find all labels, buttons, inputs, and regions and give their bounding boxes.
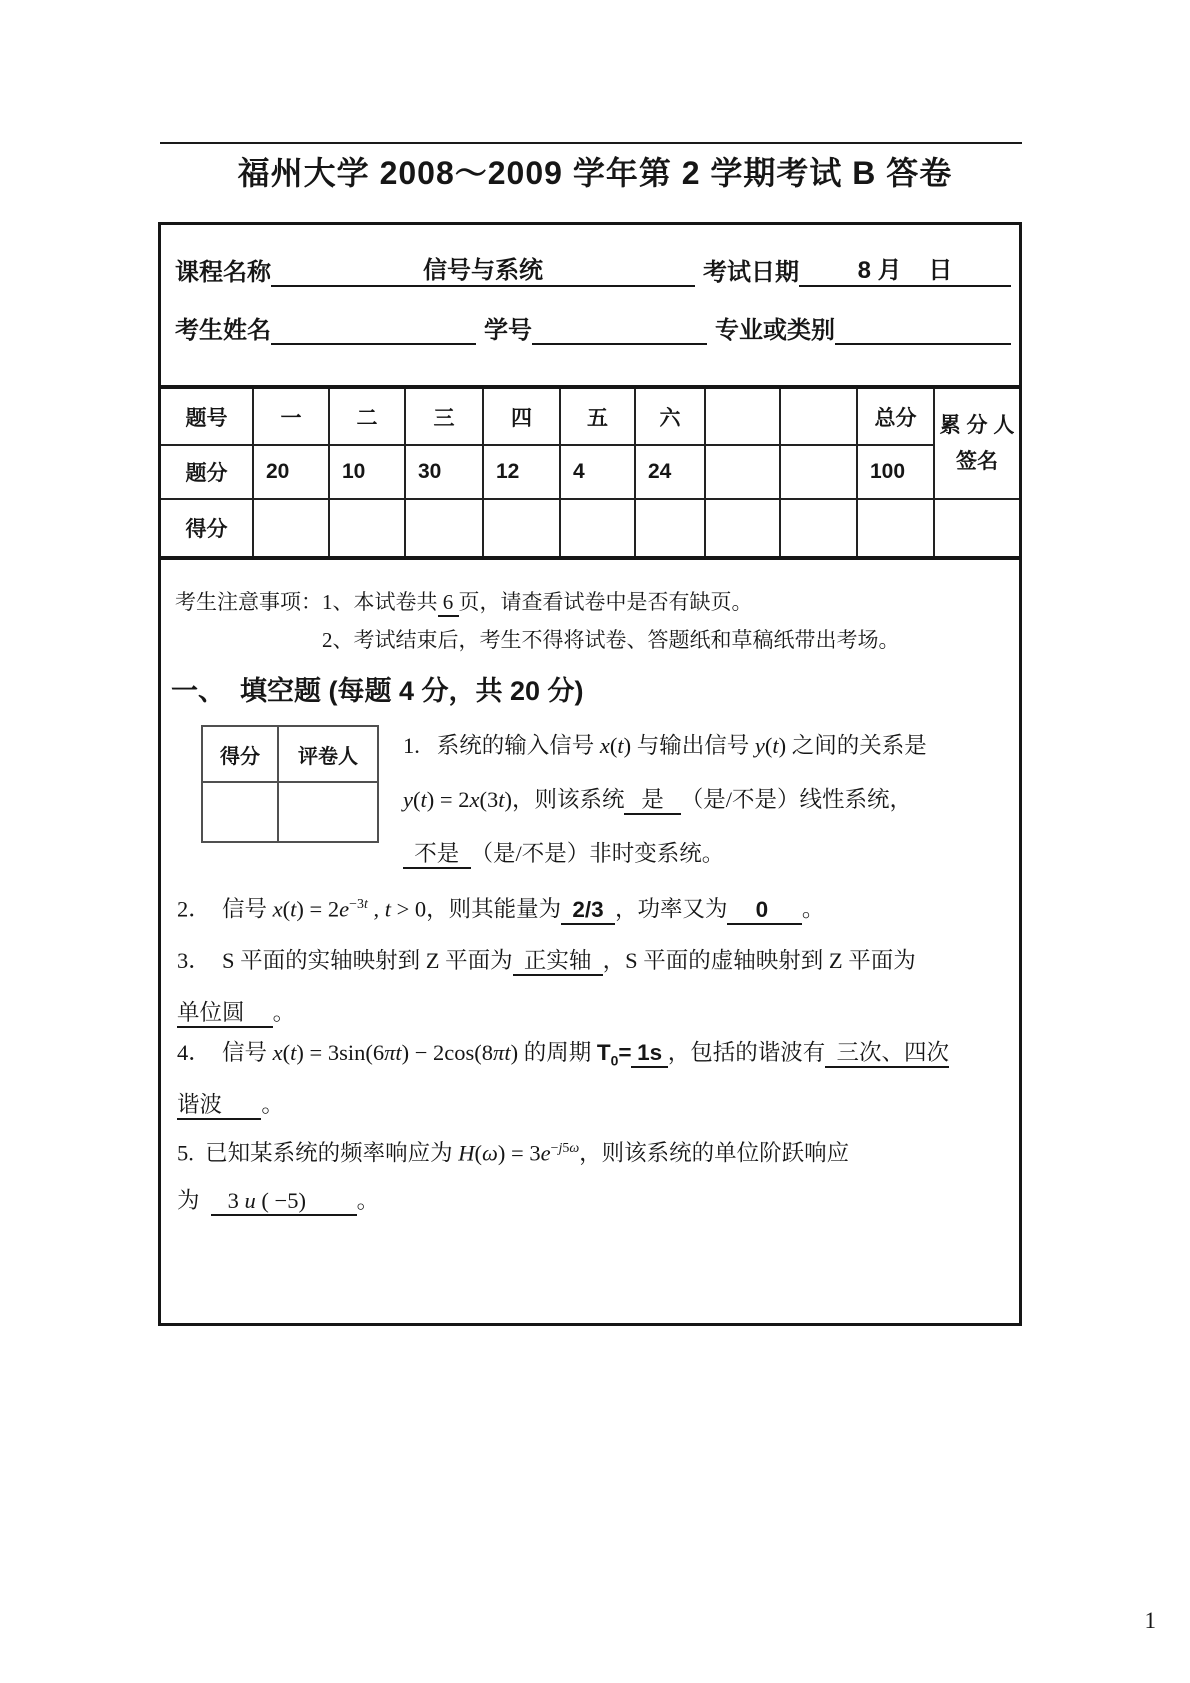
note-item-2: 2、考试结束后，考生不得将试卷、答题纸和草稿纸带出考场。 [322,628,900,652]
question-col-header-empty [780,387,857,445]
form-row-course-date [175,251,1011,287]
major-label: 专业或类别 [715,317,835,344]
question-2: 2． 信号 $x(t) = 2e^{-3t}$ , t > 0，则其能量为 2/3 ，功率又为 0 。 [177,889,1013,926]
section-score-box [201,725,379,843]
question-3-line-1: 3． S 平面的实轴映射到 Z 平面为 正实轴 ，S 平面的虚轴映射到 Z 平面为 [177,945,1013,977]
total-score-cell[interactable] [857,499,934,558]
points-cell: 20 [253,445,329,499]
row-label-points: 题分 [161,445,253,499]
total-points-cell: 100 [857,445,934,499]
points-cell: 12 [483,445,560,499]
question-4-line-2: 谐波 。 [177,1089,1013,1121]
question-4-line-1: 4． 信号 x(t) = 3sin(6πt) − 2cos(8πt) 的周期 $T_0= 1s$ ，包括的谐波有 三次、四次 [177,1040,950,1069]
score-cell[interactable] [705,499,780,558]
score-box-score-label: 得分 [202,726,278,782]
question-col-header-empty [705,387,780,445]
header-divider [160,142,1022,144]
grader-signature-label-line1: 累 分 人 [939,413,1015,437]
score-cell[interactable] [329,499,405,558]
page-title: 福州大学 2008～2009 学年第 2 学期考试 B 答卷 [237,155,953,191]
total-score-header: 总分 [857,387,934,445]
exam-header-box [158,222,1022,1326]
course-name-field[interactable]: 信号与系统 [271,250,695,287]
form-row-student-info [175,309,1011,345]
points-cell-empty [780,445,857,499]
question-5-line-2: 为 3 u ( −5) 。 [177,1185,1013,1217]
exam-date-field[interactable]: 8 月 日 [799,250,1011,287]
score-summary-table [161,385,1019,560]
student-id-label: 学号 [484,317,532,344]
score-cell[interactable] [405,499,483,558]
question-5-line-1: 5. 已知某系统的频率响应为 $H(\omega) = 3e^{-j5\omega}$，则该系统的单位阶跃响应 [177,1140,850,1166]
course-name-label: 课程名称 [175,259,271,286]
question-col-header: 六 [635,387,705,445]
question-col-header: 三 [405,387,483,445]
exam-date-label: 考试日期 [703,259,799,286]
question-col-header: 一 [253,387,329,445]
question-col-header: 二 [329,387,405,445]
major-field[interactable] [835,343,1011,345]
grader-signature-cell[interactable] [934,387,1019,499]
student-id-field[interactable] [532,343,707,345]
student-name-field[interactable] [271,343,476,345]
section-1-heading: 一、 填空题 (每题 4 分，共 20 分) [171,676,584,706]
question-1 [403,719,1013,881]
notes-items [322,583,900,659]
score-cell[interactable] [635,499,705,558]
score-cell[interactable] [560,499,635,558]
exam-notes [175,583,900,659]
score-box-grader-cell[interactable] [278,782,378,842]
score-cell[interactable] [483,499,560,558]
question-1-line-1: 1. 系统的输入信号 x(t) 与输出信号 y(t) 之间的关系是 [403,733,927,758]
points-cell: 30 [405,445,483,499]
points-row [161,445,1019,499]
question-col-header: 四 [483,387,560,445]
points-cell: 10 [329,445,405,499]
row-label-question-number: 题号 [161,387,253,445]
row-label-score: 得分 [161,499,253,558]
points-cell-empty [705,445,780,499]
score-cell[interactable] [253,499,329,558]
score-box-score-cell[interactable] [202,782,278,842]
student-name-label: 考生姓名 [175,317,271,344]
grader-signature-label-line2: 签名 [956,449,998,473]
score-cell[interactable] [934,499,1019,558]
question-number-row [161,387,1019,445]
points-cell: 4 [560,445,635,499]
score-cell[interactable] [780,499,857,558]
question-1-line-2: y(t) = 2x(3t)，则该系统 是 （是/不是）线性系统， [403,773,1013,827]
page-number: 1 [1144,1608,1156,1633]
score-row [161,499,1019,558]
question-1-line-3: 不是 （是/不是）非时变系统。 [403,827,1013,881]
notes-label: 考生注意事项： [175,590,322,614]
points-cell: 24 [635,445,705,499]
note-item-1: 1、本试卷共 6 页，请查看试卷中是否有缺页。 [322,583,900,621]
question-col-header: 五 [560,387,635,445]
score-box-grader-label: 评卷人 [278,726,378,782]
question-3-line-2: 单位圆 。 [177,997,1013,1029]
